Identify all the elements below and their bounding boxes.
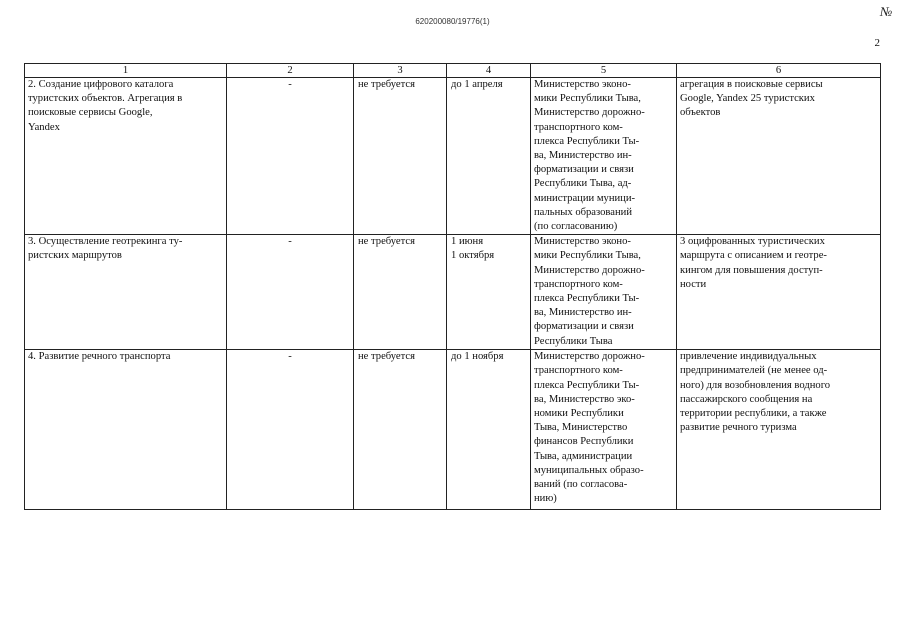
table-body	[25, 78, 881, 510]
cell-text-line: транспортного ком-	[534, 121, 623, 133]
cell-text-line: номики Республики	[534, 408, 624, 420]
table-header-row	[25, 64, 881, 78]
cell-text-line: плекса Республики Ты-	[534, 379, 640, 391]
cell-text-line: пассажирского сообщения на	[680, 393, 813, 405]
cell-text-line: пальных образований	[534, 206, 632, 218]
cell-text-line: Google, Yandex 25 туристских	[680, 93, 815, 105]
cell-text-line: 3 оцифрованных туристических	[680, 236, 825, 248]
cell-text-line: Тыва, администрации	[534, 450, 633, 462]
cell-text-line: мики Республики Тыва,	[534, 93, 641, 105]
cell-text-line: не требуется	[358, 236, 415, 248]
cell-text-line: ного) для возобновления водного	[680, 379, 831, 391]
cell-text-line: нию)	[534, 493, 557, 505]
cell-text-line: ва, Министерство ин-	[534, 150, 632, 162]
cell-deadline	[447, 78, 531, 235]
corner-mark: №	[880, 4, 893, 19]
cell-text-line: маршрута с описанием и геотре-	[680, 250, 827, 262]
cell-text-line: ристских маршрутов	[28, 250, 122, 262]
cell-text-line: Министерство эконо-	[534, 236, 631, 248]
cell-text-line: до 1 апреля	[451, 79, 503, 90]
table-row	[25, 235, 881, 350]
cell-text-line: не требуется	[358, 79, 415, 90]
table-row	[25, 78, 881, 235]
cell-text-line: финансов Республики	[534, 436, 634, 448]
cell-text-line: объектов	[680, 107, 721, 119]
cell-text-line: туристских объектов. Агрегация в	[28, 93, 183, 105]
cell-funds	[354, 350, 447, 510]
column-header-2: 2	[227, 64, 354, 78]
cell-text-line: привлечение индивидуальных	[680, 351, 817, 363]
column-header-4: 4	[447, 64, 531, 78]
cell-result	[677, 350, 881, 510]
cell-text-line: -	[288, 236, 292, 248]
cell-text-line: поисковые сервисы Google,	[28, 107, 153, 119]
cell-responsible	[531, 78, 677, 235]
column-header-6: 6	[677, 64, 881, 78]
cell-text-line: не требуется	[358, 351, 415, 363]
cell-text-line: ваний (по согласова-	[534, 479, 628, 491]
cell-text-line: 1 июня	[451, 236, 484, 248]
cell-text-line: муниципальных образо-	[534, 464, 644, 476]
cell-text-line: кингом для повышения доступ-	[680, 264, 823, 276]
cell-text-line: 2. Создание цифрового каталога	[28, 79, 174, 90]
cell-text-line: -	[288, 351, 292, 363]
cell-text-line: ности	[680, 278, 707, 290]
cell-text-line: Министерство дорожно-	[534, 264, 645, 276]
cell-text-line: предпринимателей (не менее од-	[680, 365, 828, 377]
cell-text-line: 1 октября	[451, 250, 495, 262]
cell-text-line: ва, Министерство эко-	[534, 393, 635, 405]
cell-deadline	[447, 350, 531, 510]
cell-text-line: транспортного ком-	[534, 365, 623, 377]
cell-text-line: Тыва, Министерство	[534, 422, 628, 434]
cell-text-line: плекса Республики Ты-	[534, 135, 640, 147]
cell-result	[677, 235, 881, 350]
cell-task-name	[25, 78, 227, 235]
cell-text-line: транспортного ком-	[534, 278, 623, 290]
cell-task-name	[25, 350, 227, 510]
cell-task-name	[25, 235, 227, 350]
cell-text-line: агрегация в поисковые сервисы	[680, 79, 823, 90]
cell-text-line: до 1 ноября	[451, 351, 504, 363]
cell-text-line: министрации муници-	[534, 192, 636, 204]
cell-text-line: форматизации и связи	[534, 164, 634, 176]
cell-responsible	[531, 350, 677, 510]
cell-funds	[354, 78, 447, 235]
column-header-5: 5	[531, 64, 677, 78]
cell-text-line: мики Республики Тыва,	[534, 250, 641, 262]
cell-text-line: территории республики, а также	[680, 408, 827, 420]
cell-text-line: (по согласованию)	[534, 221, 618, 233]
cell-text-line: 4. Развитие речного транспорта	[28, 351, 171, 363]
cell-text-line: Республики Тыва, ад-	[534, 178, 632, 190]
cell-text-line: ва, Министерство ин-	[534, 307, 632, 319]
cell-responsible	[531, 235, 677, 350]
cell-text-line: форматизации и связи	[534, 321, 634, 333]
cell-text-line: 3. Осуществление геотрекинга ту-	[28, 236, 183, 248]
document-id: 620200080/19776(1)	[415, 17, 490, 26]
cell-text-line: Министерство дорожно-	[534, 351, 645, 363]
cell-financing	[227, 350, 354, 510]
cell-deadline	[447, 235, 531, 350]
cell-text-line: -	[288, 79, 292, 90]
plan-table	[24, 63, 881, 510]
cell-text-line: Республики Тыва	[534, 335, 613, 347]
column-header-1: 1	[25, 64, 227, 78]
cell-financing	[227, 235, 354, 350]
column-header-3: 3	[354, 64, 447, 78]
cell-text-line: плекса Республики Ты-	[534, 293, 640, 305]
cell-text-line: Министерство дорожно-	[534, 107, 645, 119]
cell-text-line: Yandex	[28, 121, 60, 133]
cell-financing	[227, 78, 354, 235]
table-row	[25, 350, 881, 510]
cell-text-line: Министерство эконо-	[534, 79, 631, 90]
cell-text-line: развитие речного туризма	[680, 422, 797, 434]
page-number: 2	[874, 37, 880, 49]
cell-result	[677, 78, 881, 235]
cell-funds	[354, 235, 447, 350]
